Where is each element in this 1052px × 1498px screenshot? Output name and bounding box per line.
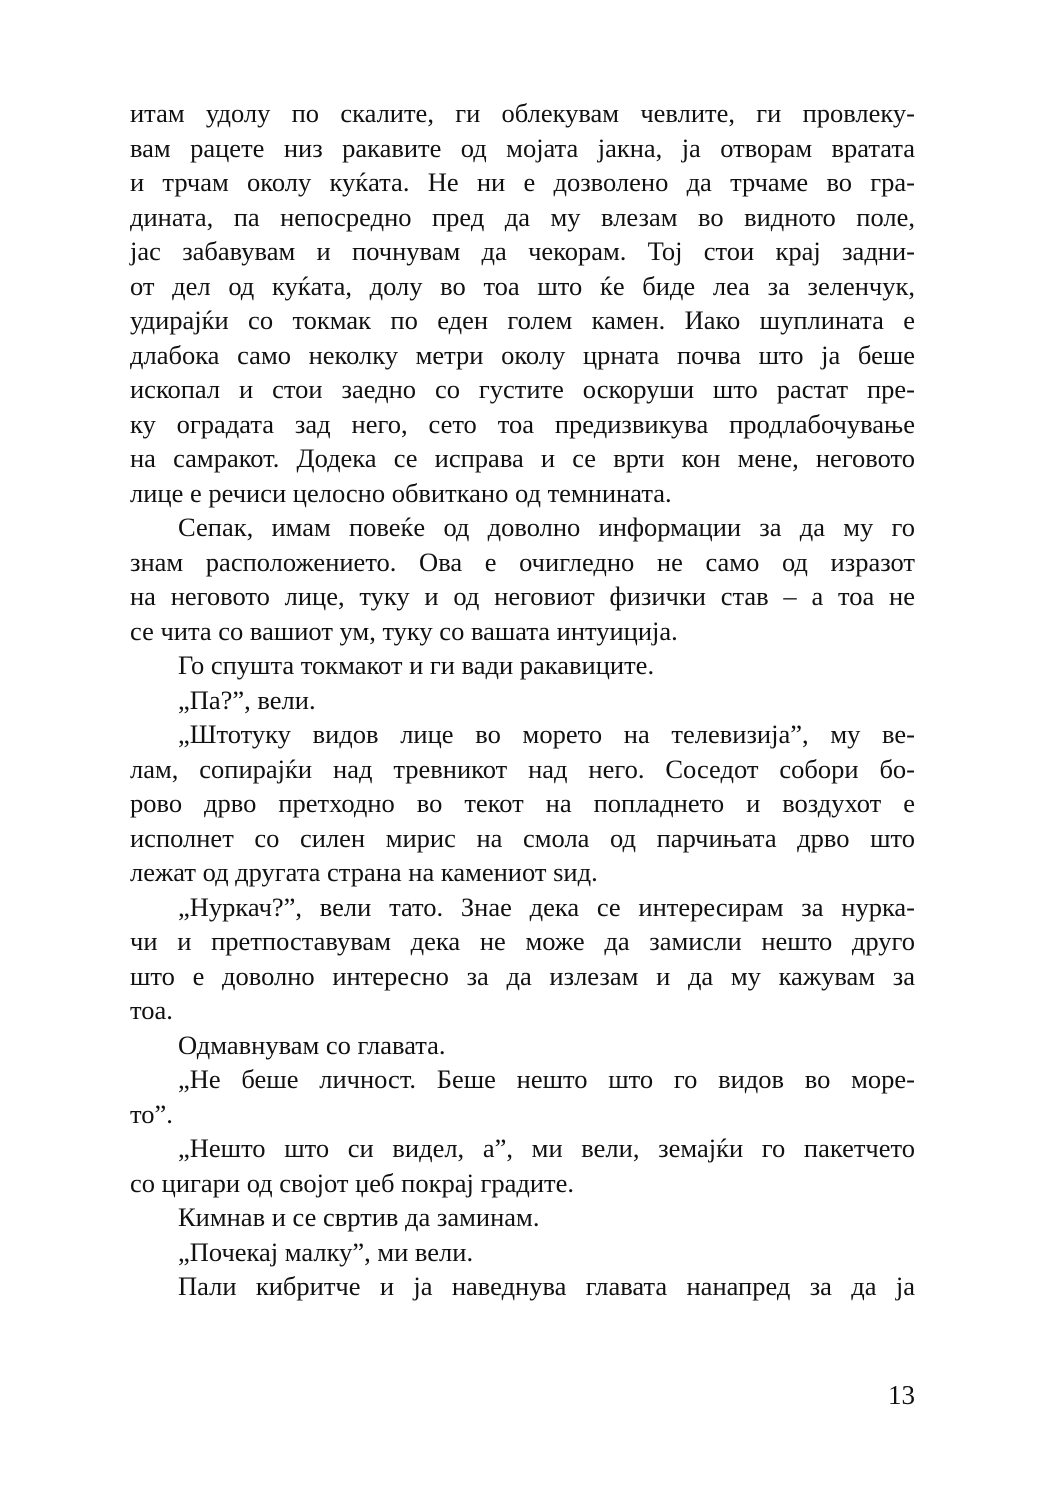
text-line: Го спушта токмакот и ги вади ракавиците. — [178, 650, 655, 680]
text-line: то”. — [130, 1098, 173, 1129]
page-body-text — [130, 96, 915, 1304]
text-line: „Почекај малку”, ми вели. — [178, 1236, 474, 1267]
text-line: „Не беше личност. Беше нешто што го видов во море- — [178, 1064, 915, 1094]
text-line: и трчам околу куќата. Не ни е дозволено да трчаме во гра- — [130, 167, 915, 197]
text-line: удирајќи со токмак по еден голем камен. Иако шуплината е — [130, 305, 915, 335]
text-line: на самракот. Додека се исправа и се врти кон мене, неговото — [130, 443, 915, 473]
text-line: на неговото лице, туку и од неговиот физички став – а тоа не — [130, 581, 915, 611]
text-line: от дел од куќата, долу во тоа што ќе биде леа за зеленчук, — [130, 270, 915, 301]
text-line: јас забавувам и почнувам да чекорам. Тој стои крај задни- — [130, 236, 915, 266]
paragraph — [130, 510, 915, 648]
text-line: Кимнав и се свртив да заминам. — [178, 1202, 540, 1232]
text-line: „Штотуку видов лице во морето на телевизија”, му ве- — [178, 719, 915, 749]
paragraph — [130, 96, 915, 510]
text-line: ископал и стои заедно со густите оскоруши што растат пре- — [130, 374, 915, 404]
text-line: чи и претпоставувам дека не може да замисли нешто друго — [130, 926, 915, 956]
text-line: „Нешто што си видел, а”, ми вели, земајќи го пакетчето — [178, 1133, 915, 1163]
text-line: ку оградата зад него, сето тоа предизвикува продлабочување — [130, 408, 915, 439]
paragraph — [130, 1131, 915, 1200]
paragraph — [130, 890, 915, 1028]
text-line: лежат од другата страна на камениот ѕид. — [130, 857, 598, 887]
text-line: рово дрво претходно во текот на попладнето и воздухот е — [130, 788, 915, 818]
text-line: дината, па непосредно пред да му влезам во видното поле, — [130, 201, 915, 232]
paragraph — [130, 1200, 915, 1235]
text-line: длабока само неколку метри околу црната почва што ја беше — [130, 339, 915, 370]
paragraph — [130, 1235, 915, 1270]
paragraph — [130, 1062, 915, 1131]
text-line: Одмавнувам со главата. — [178, 1029, 446, 1060]
paragraph — [130, 1269, 915, 1304]
text-line: со цигари од својот џеб покрај градите. — [130, 1167, 574, 1198]
paragraph — [130, 1028, 915, 1063]
text-line: тоа. — [130, 995, 173, 1025]
text-line: лице е речиси целосно обвиткано од темнината. — [130, 477, 672, 508]
text-line: знам расположението. Ова е очигледно не само од изразот — [130, 546, 915, 577]
paragraph — [130, 648, 915, 683]
text-line: се чита со вашиот ум, туку со вашата интуиција. — [130, 615, 678, 646]
text-line: лам, сопирајќи над тревникот над него. Соседот собори бо- — [130, 753, 915, 784]
text-line: Пали кибритче и ја наведнува главата нанапред за да ја — [178, 1271, 915, 1301]
text-line: вам рацете низ ракавите од мојата јакна, ја отворам вратата — [130, 132, 915, 163]
text-line: што е доволно интересно за да излезам и да му кажувам за — [130, 960, 915, 991]
text-line: „Па?”, вели. — [178, 684, 316, 715]
page-number: 13 — [888, 1380, 915, 1410]
text-line: Сепак, имам повеќе од доволно информации за да му го — [178, 512, 915, 542]
text-line: итам удолу по скалите, ги облекувам чевлите, ги провлеку- — [130, 98, 915, 128]
paragraph — [130, 683, 915, 718]
text-line: исполнет со силен мирис на смола од парчињата дрво што — [130, 822, 915, 853]
text-line: „Нуркач?”, вели тато. Знае дека се интересирам за нурка- — [178, 891, 915, 922]
paragraph — [130, 717, 915, 890]
